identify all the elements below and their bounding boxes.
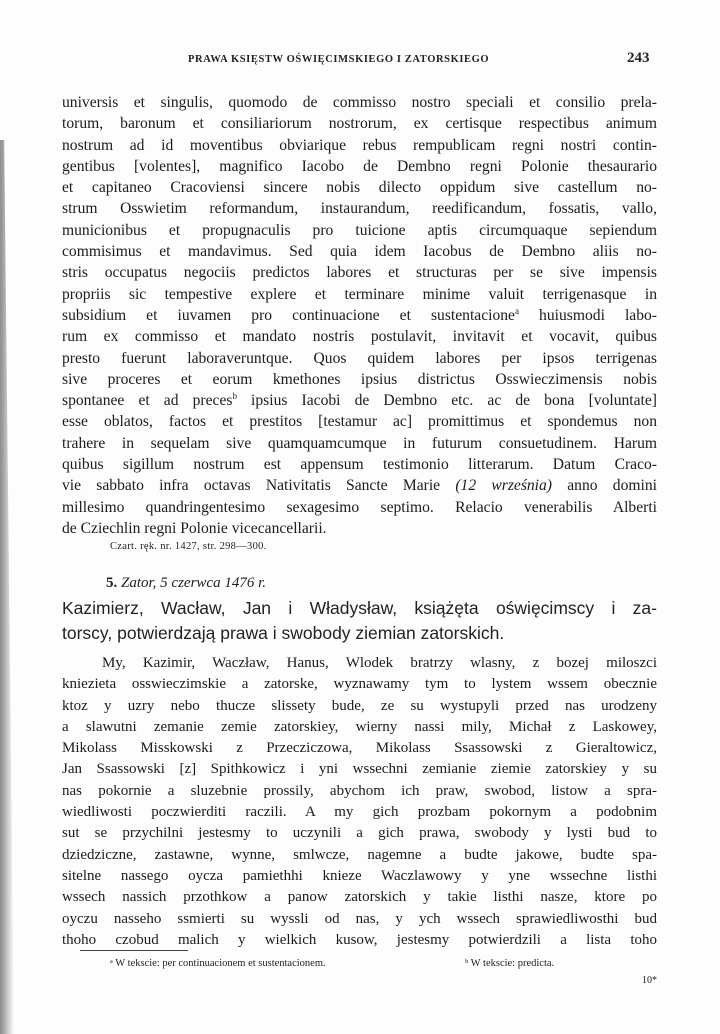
text-segment: subsidium et iuvamen pro continuacione et sustentacione bbox=[62, 306, 515, 324]
text-line: thoho czobud malich y wielkich kusow, jestesmy potwierdzili a lista toho bbox=[62, 931, 657, 948]
text-line: esse oblatos, factos et prestitos [testamur ac] promittimus et spondemus non bbox=[62, 413, 657, 431]
text-line: My, Kazimir, Waczław, Hanus, Wlodek bratrzy wlasny, z bozej miloszci bbox=[102, 655, 657, 671]
text-line: kniezieta osswieczimskie a zatorske, wyznawamy tym to lystem wssem obecznie bbox=[62, 676, 657, 693]
document-summary bbox=[62, 596, 657, 646]
text-line: oyczu nasseho ssmierti su wyssli od nas, y ych wssech sprawiedliwosthi bud bbox=[62, 910, 657, 927]
text-line: gentibus [volentes], magnifico Iacobo de Dembno regni Polonie thesaurario bbox=[62, 157, 657, 175]
text-line: strum Osswietim reformandum, instaurandum, reedificandum, fossatis, vallo, bbox=[62, 200, 657, 218]
text-line: presto fuerunt laboraveruntque. Quos quidem labores per ipsos terrigenas bbox=[62, 349, 657, 367]
text-line: sut se przychilni jestesmy to uczynili a gich prawa, swobody y lysti bud to bbox=[62, 825, 657, 842]
text-segment: spontanee et ad preces bbox=[62, 392, 233, 410]
text-line: commisimus et mandavimus. Sed quia idem Iacobus de Dembno aliis no- bbox=[62, 243, 657, 261]
text-line-with-footnote-b bbox=[62, 390, 657, 411]
text-line: Jan Ssassowski [z] Spithkowicz i yni wssechni zemianie ziemie zatorskiey y su bbox=[62, 761, 657, 778]
text-line: nas pokornie a sluzebnie prossily, abychom ich praw, swobod, listow a spra- bbox=[62, 782, 657, 799]
text-line: municionibus et propugnaculis pro tuicione aptis circumquaque sepiendum bbox=[62, 221, 657, 239]
text-line: wssech nassich przothkow a panow zatorskich y takie listhi nasze, ktore po bbox=[62, 889, 657, 906]
document-place-date: Zator, 5 czerwca 1476 r. bbox=[121, 575, 267, 591]
text-line: stris occupatus negociis predictos labores et structuras per se sive impensis bbox=[62, 264, 657, 282]
summary-line: torscy, potwierdzają prawa i swobody ziemian zatorskich. bbox=[62, 623, 505, 643]
text-line: ktoz y uzry nebo thucze slissety bude, ze su wystupyli przed nas urodzeny bbox=[62, 697, 657, 714]
editorial-date: (12 września) bbox=[455, 477, 553, 495]
document-number: 5. bbox=[106, 575, 118, 591]
text-segment: vie sabbato infra octavas Nativitatis Sancte Marie bbox=[62, 477, 441, 495]
latin-document-text bbox=[62, 92, 657, 539]
footnote-b: ᵇ W tekscie: predicta. bbox=[465, 958, 555, 969]
text-line: dziedziczne, zastawne, wynne, smlwcze, nagemne a budte jakowe, budte spa- bbox=[62, 846, 657, 863]
text-line: nostrum ad id moventibus obviarique rebus rempublicam regni nostri contin- bbox=[62, 136, 657, 154]
scan-binding-shadow bbox=[0, 140, 14, 1034]
text-line: trahere in sequelam sive quamquamcumque in futurum consuetudinem. Harum bbox=[62, 434, 657, 452]
text-segment: huiusmodi labo- bbox=[518, 306, 658, 324]
text-line: universis et singulis, quomodo de commisso nostro speciali et consilio prela- bbox=[62, 94, 657, 111]
text-line: propriis sic tempestive explere et terminare minime valuit terrigenasque in bbox=[62, 285, 657, 303]
source-citation: Czart. ręk. nr. 1427, str. 298—300. bbox=[110, 541, 267, 552]
text-line: quibus sigillum nostrum est appensum testimonio litterarum. Datum Craco- bbox=[62, 456, 657, 474]
text-line: rum ex commisso et mandato nostris postulavit, invitavit et vocavit, quibus bbox=[62, 328, 657, 346]
polish-document-text bbox=[62, 653, 657, 951]
text-line: torum, baronum et consiliariorum nostrorum, ex certisque respectibus animum bbox=[62, 115, 657, 133]
text-line: wiedliwosti poczwierditi raczili. A my gich prozbam pokornym a podobnim bbox=[62, 804, 657, 821]
text-line-with-footnote-a bbox=[62, 305, 657, 326]
footnote-mark-b: b bbox=[232, 390, 237, 401]
text-line: a slawutni zemanie zemie zatorskiey, wierny nassi mily, Michał z Laskowey, bbox=[62, 718, 657, 735]
footnote-mark-a: a bbox=[514, 305, 519, 316]
text-line: Mikolass Misskowski z Przecziczowa, Mikolass Ssassowski z Gieraltowicz, bbox=[62, 740, 657, 757]
printer-signature: 10* bbox=[642, 975, 657, 986]
text-line: sive proceres et eorum kmethones ipsius districtus Osswieczimensis nobis bbox=[62, 370, 657, 388]
footnote-divider bbox=[80, 950, 188, 951]
summary-line: Kazimierz, Wacław, Jan i Władysław, książęta oświęcimscy i za- bbox=[62, 598, 657, 618]
document-heading bbox=[106, 575, 266, 592]
footnote-a: ᵃ W tekscie: per continuacionem et sustentacionem. bbox=[110, 958, 326, 969]
text-segment: ipsius Iacobi de Dembno etc. ac de bona [voluntate] bbox=[236, 392, 657, 410]
text-segment: anno domini bbox=[552, 477, 657, 495]
page-number: 243 bbox=[627, 50, 650, 66]
text-line: de Cziechlin regni Polonie vicecancellarii. bbox=[62, 519, 327, 537]
running-title: PRAWA KSIĘSTW OŚWIĘCIMSKIEGO I ZATORSKIEGO bbox=[188, 54, 490, 65]
text-line-with-date bbox=[62, 475, 657, 496]
text-line: millesimo quandringentesimo sexagesimo septimo. Relacio venerabilis Alberti bbox=[62, 498, 657, 516]
text-line: et capitaneo Cracoviensi sincere nobis dilecto oppidum sive castellum no- bbox=[62, 179, 657, 197]
text-line: sitelne nassego oycza pamiethhi knieze Waczlawowy y yne wssechne listhi bbox=[62, 867, 657, 884]
